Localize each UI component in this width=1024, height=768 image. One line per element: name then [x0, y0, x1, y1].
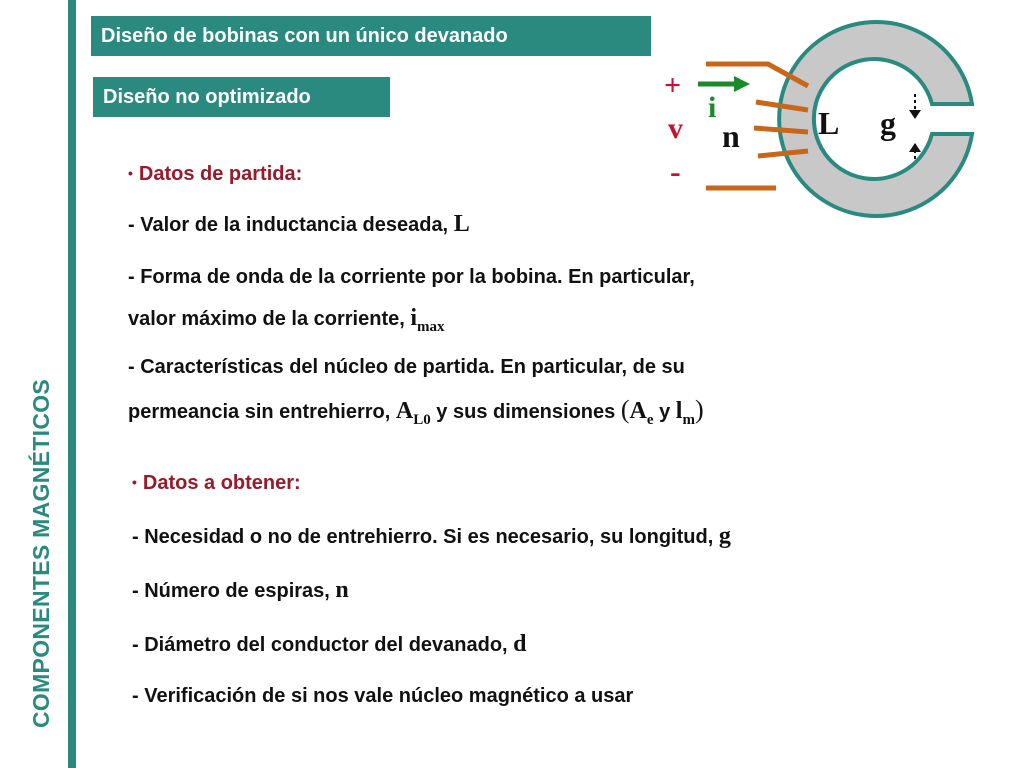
- symbol-i: i: [410, 305, 418, 331]
- section1-item3-line2: [128, 395, 704, 428]
- section2-item3: [132, 631, 527, 658]
- symbol-A: A: [629, 398, 647, 424]
- gap-marker: [909, 94, 921, 162]
- item-text: - Verificación de si nos vale núcleo magnético a usar: [132, 685, 634, 707]
- item-text: valor máximo de la corriente,: [128, 308, 411, 330]
- item-text: - Necesidad o no de entrehierro. Si es necesario, su longitud,: [132, 526, 719, 548]
- item-text: - Número de espiras,: [132, 580, 336, 602]
- section2-heading: [132, 472, 301, 495]
- subscript-m: m: [682, 412, 695, 428]
- section1-item1: [128, 211, 470, 238]
- item-text: - Forma de onda de la corriente por la bobina. En particular,: [128, 266, 695, 288]
- section2-item1: [132, 523, 731, 550]
- current-arrow-head: [734, 76, 750, 92]
- subscript-L0: L0: [413, 412, 431, 428]
- section1-item2-line2: [128, 305, 445, 335]
- item-text: - Diámetro del conductor del devanado,: [132, 634, 514, 656]
- symbol-L: L: [453, 211, 470, 237]
- section2-heading-text: Datos a obtener:: [142, 472, 301, 494]
- subtitle: Diseño no optimizado: [103, 85, 311, 108]
- section1-item3-line1: [128, 356, 685, 379]
- item-text: y: [653, 401, 676, 423]
- side-accent-bar: [68, 0, 76, 768]
- section1-item2-line1: [128, 266, 695, 289]
- section2-item4: [132, 685, 633, 708]
- turns-label: n: [722, 118, 740, 154]
- symbol-g: g: [718, 523, 731, 549]
- main-title-banner: [91, 16, 651, 56]
- gap-label: g: [880, 105, 896, 141]
- core-shape: [779, 22, 972, 216]
- open-paren: (: [620, 395, 630, 424]
- symbol-l: l: [675, 398, 683, 424]
- minus-sign: -: [670, 153, 681, 189]
- current-label: i: [708, 91, 717, 124]
- side-title: COMPONENTES MAGNÉTICOS: [28, 378, 54, 728]
- subtitle-banner: [93, 77, 390, 117]
- inductance-label: L: [818, 105, 840, 141]
- subscript-e: e: [646, 412, 654, 428]
- item-text: - Valor de la inductancia deseada,: [128, 214, 454, 236]
- main-title: Diseño de bobinas con un único devanado: [101, 24, 508, 47]
- bullet-icon: •: [132, 474, 137, 490]
- section2-item2: [132, 577, 349, 604]
- item-text: - Características del núcleo de partida. En particular, de su: [128, 356, 685, 378]
- inductor-diagram: [640, 15, 980, 225]
- close-paren: ): [694, 395, 704, 424]
- symbol-d: d: [513, 631, 527, 657]
- section1-heading-text: Datos de partida:: [138, 163, 303, 185]
- voltage-label: v: [668, 112, 683, 145]
- symbol-A: A: [395, 398, 414, 424]
- item-text: permeancia sin entrehierro,: [128, 401, 396, 423]
- bullet-icon: •: [128, 165, 133, 181]
- subscript-max: max: [417, 319, 445, 335]
- item-text: y sus dimensiones: [430, 401, 621, 423]
- plus-sign: +: [664, 69, 682, 102]
- symbol-n: n: [335, 577, 349, 603]
- section1-heading: [128, 163, 302, 186]
